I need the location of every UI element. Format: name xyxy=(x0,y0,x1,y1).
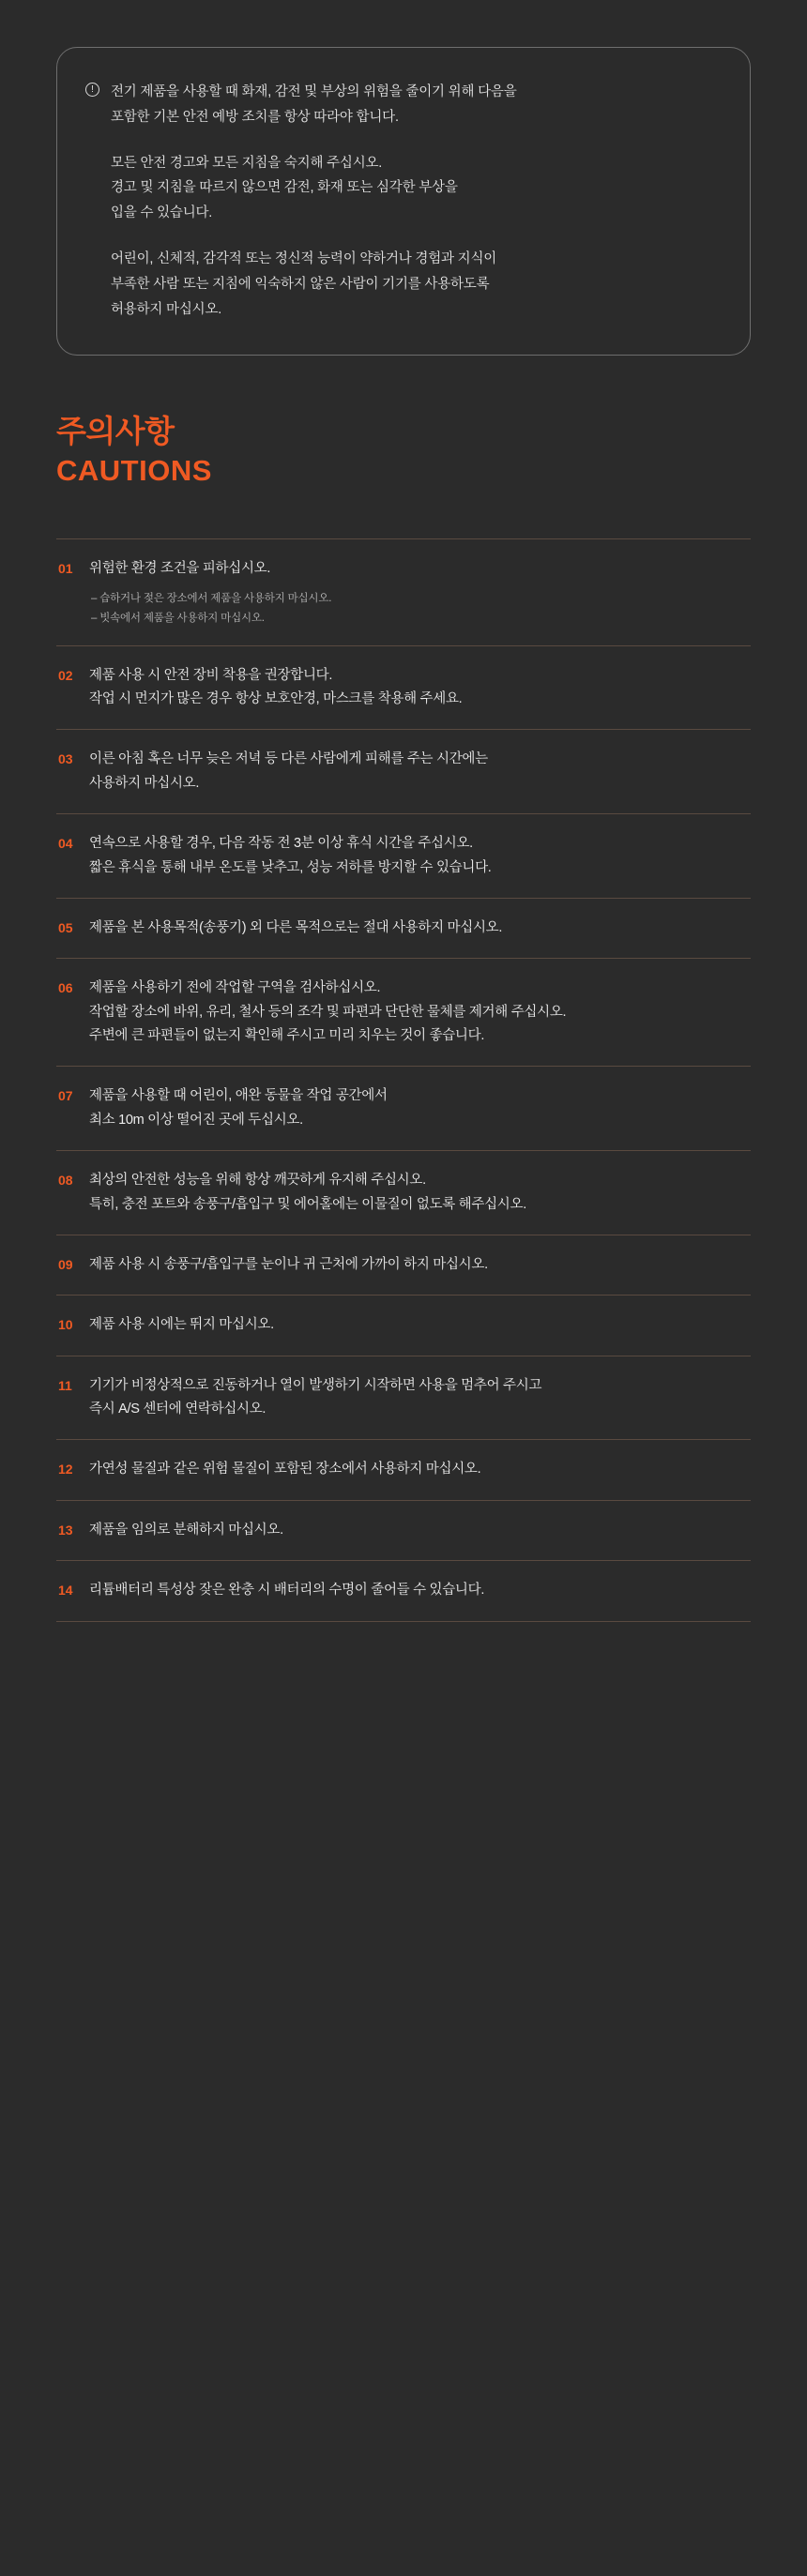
caution-item-line: 가연성 물질과 같은 위험 물질이 포함된 장소에서 사용하지 마십시오. xyxy=(89,1462,481,1477)
caution-item-number: 10 xyxy=(58,1317,73,1333)
caution-item xyxy=(56,1356,751,1441)
caution-item-content xyxy=(89,1374,541,1422)
caution-item-line: 즉시 A/S 센터에 연락하십시오. xyxy=(89,1402,266,1417)
notice-line: 경고 및 지침을 따르지 않으면 감전, 화재 또는 심각한 부상을 xyxy=(111,180,458,196)
caution-item xyxy=(56,730,751,814)
caution-item-content xyxy=(89,748,488,796)
caution-item-line: 작업할 장소에 바위, 유리, 철사 등의 조각 및 파편과 단단한 물체를 제거해 주십시오. xyxy=(89,1004,567,1020)
caution-item-content xyxy=(89,832,492,880)
caution-item-line: 제품 사용 시에는 뛰지 마십시오. xyxy=(89,1317,274,1333)
caution-item-content xyxy=(89,1253,488,1277)
caution-item-number: 11 xyxy=(58,1377,72,1393)
caution-item-line: 연속으로 사용할 경우, 다음 작동 전 3분 이상 휴식 시간을 주십시오. xyxy=(89,836,473,852)
caution-item-line: 특히, 충전 포트와 송풍구/흡입구 및 에어홀에는 이물질이 없도록 해주십시오. xyxy=(89,1196,526,1212)
notice-line: 모든 안전 경고와 모든 지침을 숙지해 주십시오. xyxy=(111,155,383,171)
caution-item-line: 기기가 비정상적으로 진동하거나 열이 발생하기 시작하면 사용을 멈추어 주시고 xyxy=(89,1377,542,1393)
caution-item-number: 04 xyxy=(58,836,73,852)
caution-item-content xyxy=(89,664,462,712)
page-title-korean: 주의사항 xyxy=(56,413,175,448)
notice-line: 포함한 기본 안전 예방 조치를 항상 따라야 합니다. xyxy=(111,109,399,125)
caution-item-line: 위험한 환경 조건을 피하십시오. xyxy=(89,561,271,577)
caution-item-number: 06 xyxy=(58,980,73,996)
notice-line: 전기 제품을 사용할 때 화재, 감전 및 부상의 위험을 줄이기 위해 다음을 xyxy=(111,84,517,99)
caution-item-subline: – 습하거나 젖은 장소에서 제품을 사용하지 마십시오. xyxy=(91,593,332,605)
caution-item xyxy=(56,1561,751,1621)
caution-item-content xyxy=(89,1519,283,1542)
caution-item-number: 09 xyxy=(58,1256,73,1272)
notice-line: 부족한 사람 또는 지침에 익숙하지 않은 사람이 기기를 사용하도록 xyxy=(111,276,490,292)
safety-notice-text xyxy=(111,80,517,323)
caution-item xyxy=(56,959,751,1067)
caution-item xyxy=(56,1501,751,1561)
caution-item-number: 03 xyxy=(58,751,73,767)
caution-item xyxy=(56,1296,751,1356)
caution-item-number: 05 xyxy=(58,919,73,935)
caution-item-line: 제품을 사용하기 전에 작업할 구역을 검사하십시오. xyxy=(89,980,381,996)
caution-item-line: 제품을 임의로 분해하지 마십시오. xyxy=(89,1522,283,1538)
caution-item-line: 주변에 큰 파편들이 없는지 확인해 주시고 미리 치우는 것이 좋습니다. xyxy=(89,1028,485,1044)
caution-item-line: 제품을 본 사용목적(송풍기) 외 다른 목적으로는 절대 사용하지 마십시오. xyxy=(89,919,503,935)
caution-item xyxy=(56,539,751,646)
caution-item xyxy=(56,1067,751,1151)
caution-item-number: 07 xyxy=(58,1088,73,1104)
caution-item-number: 14 xyxy=(58,1583,73,1599)
cautions-list xyxy=(56,538,751,1622)
caution-item-content xyxy=(89,1458,480,1481)
exclamation-circle-icon: ! xyxy=(85,83,99,97)
caution-item-line: 짧은 휴식을 통해 내부 온도를 낮추고, 성능 저하를 방지할 수 있습니다. xyxy=(89,859,492,875)
caution-item-line: 리튬배터리 특성상 잦은 완충 시 배터리의 수명이 줄어들 수 있습니다. xyxy=(89,1583,485,1599)
caution-item-content xyxy=(89,1313,274,1337)
caution-item xyxy=(56,814,751,899)
caution-item-content xyxy=(89,1579,484,1602)
caution-item-line: 제품 사용 시 송풍구/흡입구를 눈이나 귀 근처에 가까이 하지 마십시오. xyxy=(89,1256,488,1272)
caution-item-content xyxy=(89,917,502,940)
caution-item-number: 02 xyxy=(58,667,73,683)
notice-paragraph xyxy=(111,247,517,322)
caution-item-line: 최소 10m 이상 떨어진 곳에 두십시오. xyxy=(89,1112,303,1128)
caution-item-number: 01 xyxy=(58,561,73,577)
safety-notice-section xyxy=(0,0,807,356)
page-title xyxy=(0,356,807,491)
caution-item-line: 작업 시 먼지가 많은 경우 항상 보호안경, 마스크를 착용해 주세요. xyxy=(89,691,463,707)
caution-item-line: 이른 아침 혹은 너무 늦은 저녁 등 다른 사람에게 피해를 주는 시간에는 xyxy=(89,751,488,767)
caution-item xyxy=(56,899,751,959)
notice-paragraph xyxy=(111,80,517,130)
caution-item-subline: – 빗속에서 제품을 사용하지 마십시오. xyxy=(91,612,265,624)
caution-item xyxy=(56,646,751,731)
notice-paragraph xyxy=(111,151,517,226)
caution-item-number: 12 xyxy=(58,1462,73,1477)
notice-line: 입을 수 있습니다. xyxy=(111,205,213,221)
caution-item xyxy=(56,1151,751,1235)
caution-item xyxy=(56,1235,751,1296)
caution-item-line: 사용하지 마십시오. xyxy=(89,775,200,791)
caution-item-line: 제품을 사용할 때 어린이, 애완 동물을 작업 공간에서 xyxy=(89,1088,388,1104)
caution-item-number: 08 xyxy=(58,1173,73,1189)
safety-notice-box xyxy=(56,47,751,356)
caution-item xyxy=(56,1440,751,1500)
caution-item-line: 최상의 안전한 성능을 위해 항상 깨끗하게 유지해 주십시오. xyxy=(89,1173,426,1189)
caution-item-content xyxy=(89,1169,526,1217)
caution-item-content xyxy=(89,557,331,628)
caution-item-sublist xyxy=(89,589,331,627)
caution-item-content xyxy=(89,1084,388,1132)
caution-item-content xyxy=(89,977,566,1048)
caution-item-number: 13 xyxy=(58,1522,73,1538)
notice-line: 어린이, 신체적, 감각적 또는 정신적 능력이 약하거나 경험과 지식이 xyxy=(111,251,497,267)
notice-line: 허용하지 마십시오. xyxy=(111,301,222,317)
caution-item-line: 제품 사용 시 안전 장비 착용을 권장합니다. xyxy=(89,667,333,683)
page-title-english: CAUTIONS xyxy=(56,453,212,487)
